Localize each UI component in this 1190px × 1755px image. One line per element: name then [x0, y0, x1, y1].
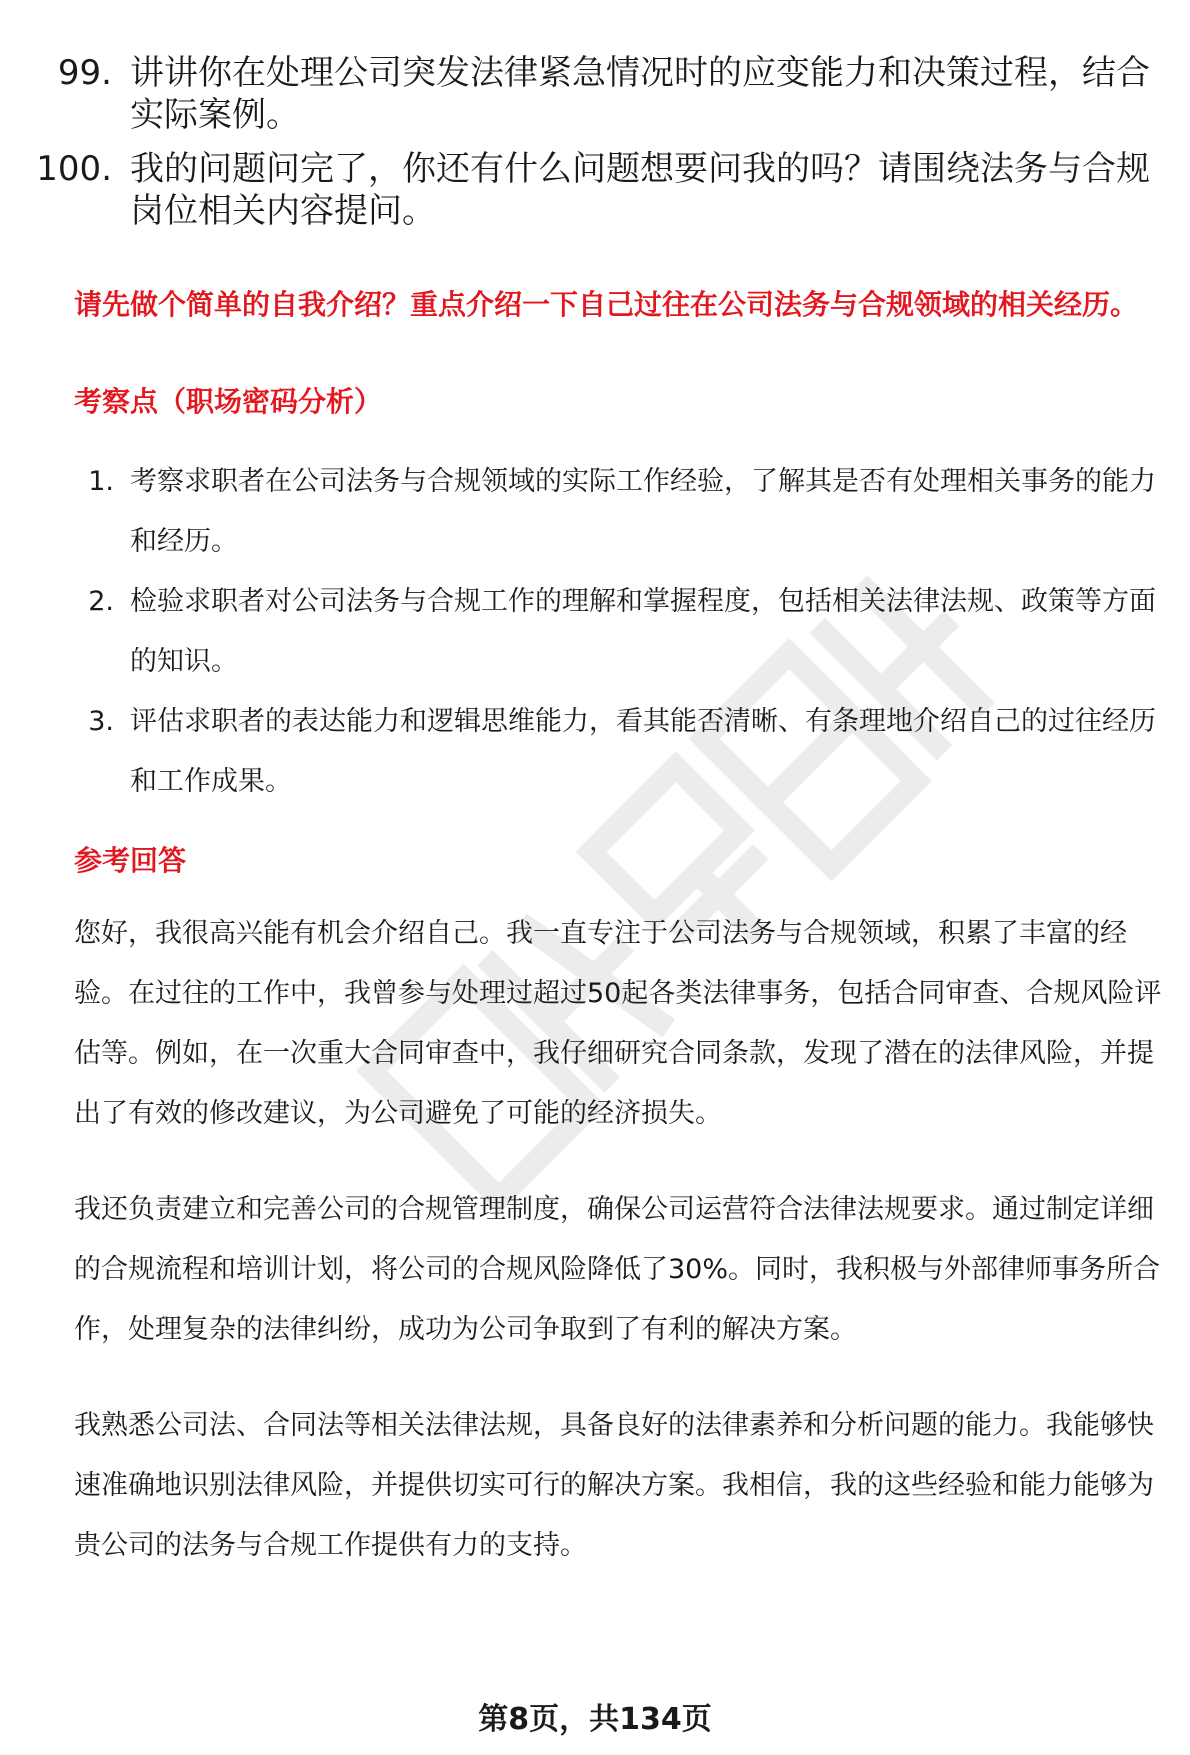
answer-paragraph: 我熟悉公司法、合同法等相关法律法规，具备良好的法律素养和分析问题的能力。我能够快速准确地识别法律风险，并提供切实可行的解决方案。我相信，我的这些经验和能力能够为贵公司的法务与合规工作提供有力的支持。: [74, 1410, 1154, 1561]
analysis-heading: 考察点（职场密码分析）: [74, 385, 383, 418]
page-number: 第8页，共134页: [478, 1702, 712, 1737]
answer-paragraph: 您好，我很高兴能有机会介绍自己。我一直专注于公司法务与合规领域，积累了丰富的经验。在过往的工作中，我曾参与处理过超过50起各类法律事务，包括合同审查、合规风险评估等。例如，在一次重大合同审查中，我仔细研究合同条款，发现了潜在的法律风险，并提出了有效的修改建议，为公司避免了可能的经济损失。: [74, 918, 1162, 1129]
toc-list: [0, 52, 1190, 244]
toc-item-number: 99.: [57, 53, 112, 93]
list-item-text: 评估求职者的表达能力和逻辑思维能力，看其能否清晰、有条理地介绍自己的过往经历和工作成果。: [130, 706, 1156, 797]
answer-paragraph: 我还负责建立和完善公司的合规管理制度，确保公司运营符合法律法规要求。通过制定详细的合规流程和培训计划，将公司的合规风险降低了30%。同时，我积极与外部律师事务所合作，处理复杂的法律纠纷，成功为公司争取到了有利的解决方案。: [74, 1194, 1161, 1345]
toc-item[interactable]: [0, 52, 1190, 136]
answer-heading: 参考回答: [74, 844, 187, 877]
toc-item[interactable]: [0, 148, 1190, 232]
list-item-number: 3.: [88, 706, 114, 737]
list-item-number: 1.: [88, 466, 114, 497]
list-item-text: 考察求职者在公司法务与合规领域的实际工作经验，了解其是否有处理相关事务的能力和经历。: [130, 466, 1156, 557]
question-title: 请先做个简单的自我介绍？重点介绍一下自己过往在公司法务与合规领域的相关经历。: [74, 288, 1139, 321]
toc-item-text: 讲讲你在处理公司突发法律紧急情况时的应变能力和决策过程，结合实际案例。: [130, 53, 1150, 135]
list-item-number: 2.: [88, 586, 114, 617]
list-item-text: 检验求职者对公司法务与合规工作的理解和掌握程度，包括相关法律法规、政策等方面的知识。: [130, 586, 1156, 677]
list-item: [74, 572, 1164, 692]
list-item: [74, 692, 1164, 812]
answer-body: [74, 904, 1164, 1612]
analysis-points: [74, 452, 1164, 812]
toc-item-text: 我的问题问完了，你还有什么问题想要问我的吗？请围绕法务与合规岗位相关内容提问。: [130, 149, 1150, 231]
list-item: [74, 452, 1164, 572]
toc-item-number: 100.: [36, 149, 112, 189]
